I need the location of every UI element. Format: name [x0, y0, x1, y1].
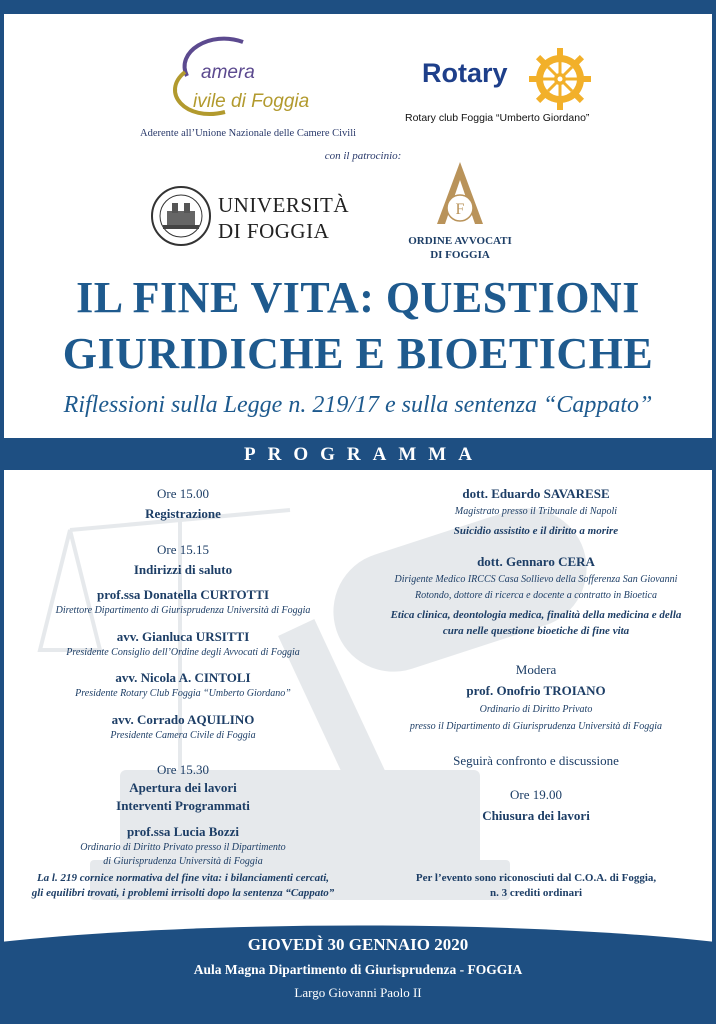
moderator-role2: presso il Dipartimento di Giurisprudenza Università di Foggia [409, 721, 663, 732]
crediti-line2: n. 3 crediti ordinari [489, 887, 583, 899]
title-line2: GIURIDICHE E BIOETICHE [62, 329, 654, 378]
moderator-role1: Ordinario di Diritto Privato [479, 704, 593, 715]
speaker-bozzi: prof.ssa Lucia Bozzi [126, 824, 240, 839]
speaker-cera-talk2: cura nelle questione bioetiche di fine vita [442, 625, 630, 637]
universita-line1: UNIVERSITÀ [218, 193, 349, 217]
time-15-00: Ore 15.00 [157, 486, 209, 501]
modera-label: Modera [515, 662, 557, 677]
ordine-monogram-icon [433, 160, 487, 230]
speaker-cera-talk1: Etica clinica, deontologia medica, finalità della medicina e della [390, 609, 682, 621]
speaker-cintoli: avv. Nicola A. CINTOLI [115, 670, 251, 685]
camera-civile-logo [155, 32, 335, 122]
time-19-00: Ore 19.00 [510, 787, 562, 802]
event-address: Largo Giovanni Paolo II [294, 985, 422, 1000]
speaker-cera: dott. Gennaro CERA [477, 554, 595, 569]
speaker-ursitti: avv. Gianluca URSITTI [116, 629, 250, 644]
ordine-line1: ORDINE AVVOCATI [408, 235, 512, 247]
rotary-wheel-icon [529, 48, 591, 110]
camera-civile-word2: ivile di Foggia [193, 91, 310, 112]
speaker-cera-role2: Rotondo, dottore di ricerca e docente a contratto in Bioetica [415, 590, 657, 601]
speaker-bozzi-role2: di Giurisprudenza Università di Foggia [103, 856, 263, 867]
patrocinio-label: con il patrocinio: [324, 150, 402, 162]
camera-civile-tagline: Aderente all’Unione Nazionale delle Camere Civili [140, 128, 357, 139]
speaker-bozzi-role1: Ordinario di Diritto Privato presso il Dipartimento [80, 842, 286, 853]
speaker-cintoli-role: Presidente Rotary Club Foggia “Umberto Giordano” [75, 688, 291, 699]
indirizzi-saluto: Indirizzi di saluto [133, 562, 233, 577]
speaker-curtotti: prof.ssa Donatella CURTOTTI [96, 587, 270, 602]
speaker-curtotti-role: Direttore Dipartimento di Giurisprudenza Università di Foggia [55, 605, 311, 616]
event-date: GIOVEDÌ 30 GENNAIO 2020 [247, 935, 469, 954]
chiusura-lavori: Chiusura dei lavori [482, 808, 590, 823]
time-15-30: Ore 15.30 [157, 762, 209, 777]
event-venue: Aula Magna Dipartimento di Giurisprudenza - FOGGIA [193, 962, 523, 977]
speaker-savarese: dott. Eduardo SAVARESE [462, 486, 610, 501]
speaker-bozzi-talk1: La l. 219 cornice normativa del fine vita: i bilanciamenti cercati, [36, 872, 330, 884]
speaker-ursitti-role: Presidente Consiglio dell’Ordine degli Avvocati di Foggia [66, 647, 300, 658]
ordine-line2: DI FOGGIA [430, 249, 490, 261]
speaker-aquilino-role: Presidente Camera Civile di Foggia [110, 730, 256, 741]
interventi-programmati: Interventi Programmati [116, 798, 250, 813]
time-15-15: Ore 15.15 [157, 542, 209, 557]
speaker-cera-role1: Dirigente Medico IRCCS Casa Sollievo della Sofferenza San Giovanni [394, 574, 678, 585]
ordine-monogram-letter: F [455, 201, 465, 218]
moderator-troiano: prof. Onofrio TROIANO [466, 683, 606, 698]
rotary-club-name: Rotary club Foggia “Umberto Giordano” [405, 112, 590, 124]
universita-line2: DI FOGGIA [218, 219, 330, 243]
seguira-label: Seguirà confronto e discussione [453, 753, 619, 768]
programma-label: PROGRAMMA [244, 444, 484, 465]
top-border [0, 0, 716, 14]
speaker-savarese-talk: Suicidio assistito e il diritto a morire [453, 525, 619, 537]
university-seal-icon [150, 185, 212, 247]
registrazione: Registrazione [145, 506, 221, 521]
speaker-aquilino: avv. Corrado AQUILINO [111, 712, 255, 727]
speaker-savarese-role: Magistrato presso il Tribunale di Napoli [454, 506, 618, 517]
programma-band [0, 438, 716, 470]
apertura-lavori: Apertura dei lavori [129, 780, 237, 795]
crediti-line1: Per l’evento sono riconosciuti dal C.O.A. di Foggia, [415, 872, 657, 884]
rotary-wordmark: Rotary [422, 58, 508, 88]
camera-civile-word1: amera [201, 62, 255, 83]
subtitle: Riflessioni sulla Legge n. 219/17 e sulla sentenza “Cappato” [63, 392, 653, 418]
speaker-bozzi-talk2: gli equilibri trovati, i problemi irrisolti dopo la sentenza “Cappato” [31, 887, 335, 899]
title-line1: IL FINE VITA: QUESTIONI [76, 273, 640, 322]
